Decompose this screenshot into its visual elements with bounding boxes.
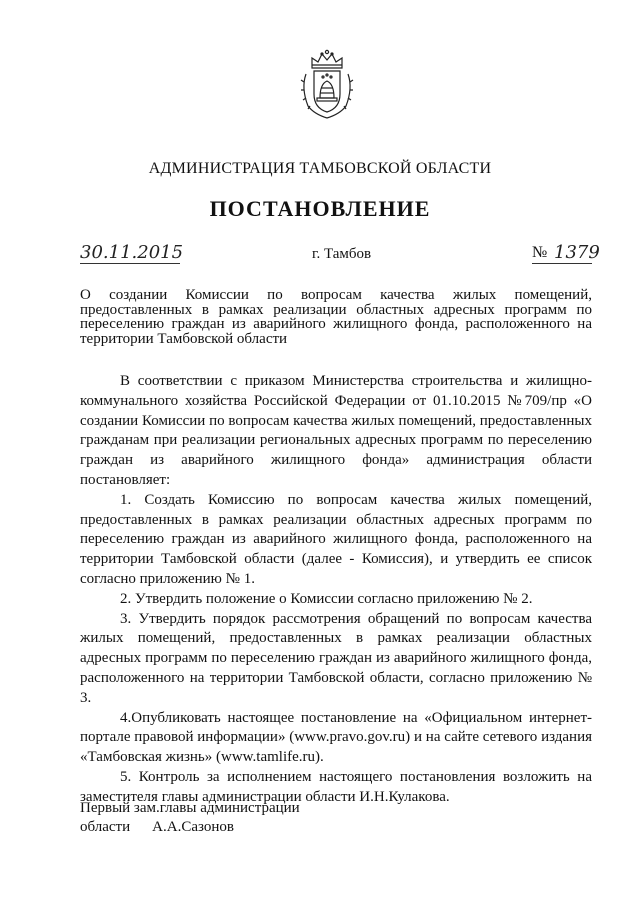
signatory-position-cont: области	[80, 819, 131, 835]
preamble-paragraph: В соответствии с приказом Министерства строительства и жилищно-коммунального хозяйства Российской Федерации от 01.10.2015 №709/пр «О создании Комиссии по вопросам качества жилых помещений, предоставленных гражданам при реализации региональных адресных программ по переселению граждан из аварийного жилищного фонда» администрация области постановляет:	[80, 373, 592, 488]
signatory-line	[80, 818, 300, 837]
date-underline	[80, 263, 180, 264]
document-date: 30.11.2015	[80, 242, 184, 263]
signature-block	[80, 799, 300, 837]
clause-3: 3. Утвердить порядок рассмотрения обращений по вопросам качества жилых помещений, предоставленных в рамках реализации областных адресных программ по переселению граждан из аварийного жилищного фонда, расположенного на территории Тамбовской области, согласно приложению № 3.	[80, 610, 592, 706]
document-subject: О создании Комиссии по вопросам качества жилых помещений, предоставленных в рамках реализации областных адресных программ по переселению граждан из аварийного жилищного фонда, расположенного на территории Тамбовской области	[80, 287, 592, 347]
number-underline	[532, 263, 592, 264]
signatory-name: А.А.Сазонов	[152, 819, 234, 835]
document-number-label: №	[532, 244, 548, 261]
clause-5: 5. Контроль за исполнением настоящего постановления возложить на заместителя главы администрации области И.Н.Кулакова.	[80, 768, 592, 805]
document-meta-row	[80, 242, 600, 270]
document-city: г. Тамбов	[312, 246, 372, 262]
issuing-authority: АДМИНИСТРАЦИЯ ТАМБОВСКОЙ ОБЛАСТИ	[148, 160, 492, 177]
document-type-title: ПОСТАНОВЛЕНИЕ	[209, 196, 431, 221]
signatory-position: Первый зам.главы администрации	[80, 800, 300, 816]
clause-4: 4.Опубликовать настоящее постановление на «Официальном интернет-портале правовой информации» (www.pravo.gov.ru) и на сайте сетевого издания «Тамбовская жизнь» (www.tamlife.ru).	[80, 709, 592, 766]
document-number: 1379	[554, 242, 600, 263]
clause-1: 1. Создать Комиссию по вопросам качества жилых помещений, предоставленных в рамках реализации областных адресных программ по переселению граждан из аварийного жилищного фонда, расположенного на территории Тамбовской области (далее - Комиссия), и утвердить ее список согласно приложению № 1.	[80, 491, 592, 587]
document-body	[80, 372, 592, 808]
tambov-coat-of-arms-icon	[298, 48, 356, 120]
clause-2: 2. Утвердить положение о Комиссии согласно приложению № 2.	[120, 590, 533, 607]
